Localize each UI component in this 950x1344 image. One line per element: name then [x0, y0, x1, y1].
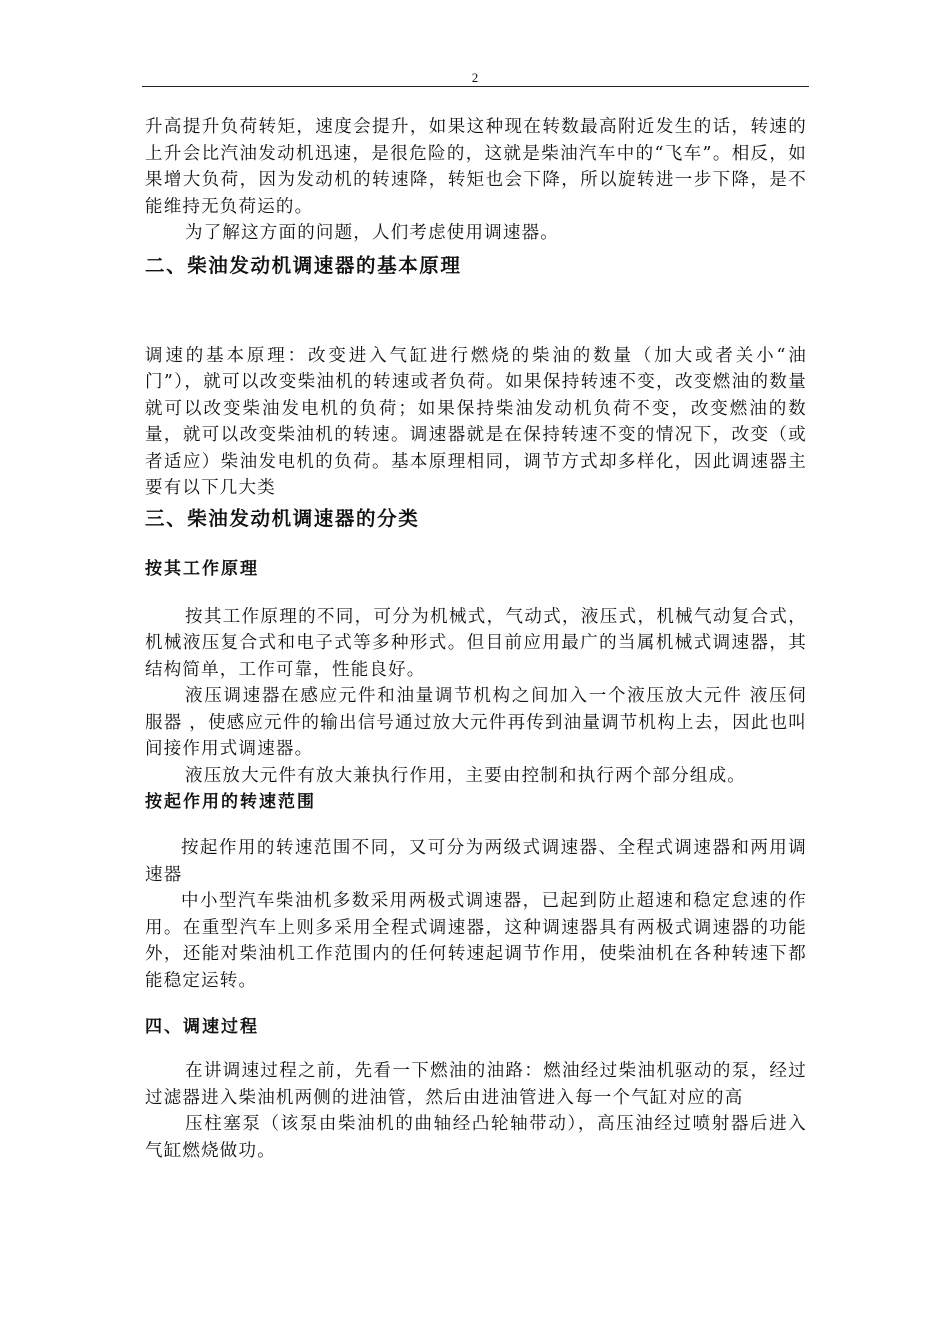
paragraph-continued: 升高提升负荷转矩，速度会提升，如果这种现在转数最高附近发生的话，转速的上升会比汽油发动机迅速，是很危险的，这就是柴油汽车中的“飞车”。相反，如果增大负荷，因为发动机的转速降，转矩也会下降，所以旋转进一步下降，是不能维持无负荷运的。	[145, 117, 807, 217]
section-heading-classification: 三、柴油发动机调速器的分类	[145, 506, 420, 530]
paragraph-two-stage-governor: 中小型汽车柴油机多数采用两极式调速器，已起到防止超速和稳定怠速的作用。在重型汽车上则多采用全程式调速器，这种调速器具有两极式调速器的功能外，还能对柴油机工作范围内的任何转速起调节作用，使柴油机在各种转速下都能稳定运转。	[145, 891, 807, 991]
section-heading-process: 四、调速过程	[145, 1017, 259, 1037]
paragraph-hydraulic-amplifier: 液压放大元件有放大兼执行作用，主要由控制和执行两个部分组成。	[185, 765, 746, 786]
paragraph-fuel-path: 在讲调速过程之前，先看一下燃油的油路：燃油经过柴油机驱动的泵，经过过滤器进入柴油机两侧的进油管，然后由进油管进入每一个气缸对应的高	[145, 1061, 807, 1108]
section-heading-principle: 二、柴油发动机调速器的基本原理	[145, 253, 462, 277]
subheading-working-principle: 按其工作原理	[145, 558, 259, 579]
paragraph-working-principle: 按其工作原理的不同，可分为机械式，气动式，液压式，机械气动复合式，机械液压复合式和电子式等多种形式。但目前应用最广的当属机械式调速器，其结构简单，工作可靠，性能良好。	[145, 606, 807, 680]
paragraph-plunger-pump: 压柱塞泵（该泵由柴油机的曲轴经凸轮轴带动），高压油经过喷射器后进入气缸燃烧做功。	[145, 1114, 807, 1161]
header-rule	[142, 86, 809, 87]
paragraph-hydraulic-governor: 液压调速器在感应元件和油量调节机构之间加入一个液压放大元件 液压伺服器 ，使感应元件的输出信号通过放大元件再传到油量调节机构上去，因此也叫间接作用式调速器。	[145, 686, 807, 759]
paragraph-governor-intro: 为了解这方面的问题，人们考虑使用调速器。	[185, 223, 559, 243]
paragraph-speed-range: 按起作用的转速范围不同，又可分为两级式调速器、全程式调速器和两用调速器	[145, 838, 807, 885]
paragraph-principle: 调速的基本原理：改变进入气缸进行燃烧的柴油的数量（加大或者关小“油门”），就可以改变柴油机的转速或者负荷。如果保持转速不变，改变燃油的数量就可以改变柴油发电机的负荷；如果保持柴油发动机负荷不变，改变燃油的数量，就可以改变柴油机的转速。调速器就是在保持转速不变的情况下，改变（或者适应）柴油发电机的负荷。基本原理相同，调节方式却多样化，因此调速器主要有以下几大类	[145, 345, 807, 498]
page-number: 2	[471, 70, 479, 85]
subheading-speed-range: 按起作用的转速范围	[145, 792, 316, 812]
document-body	[145, 114, 807, 1164]
